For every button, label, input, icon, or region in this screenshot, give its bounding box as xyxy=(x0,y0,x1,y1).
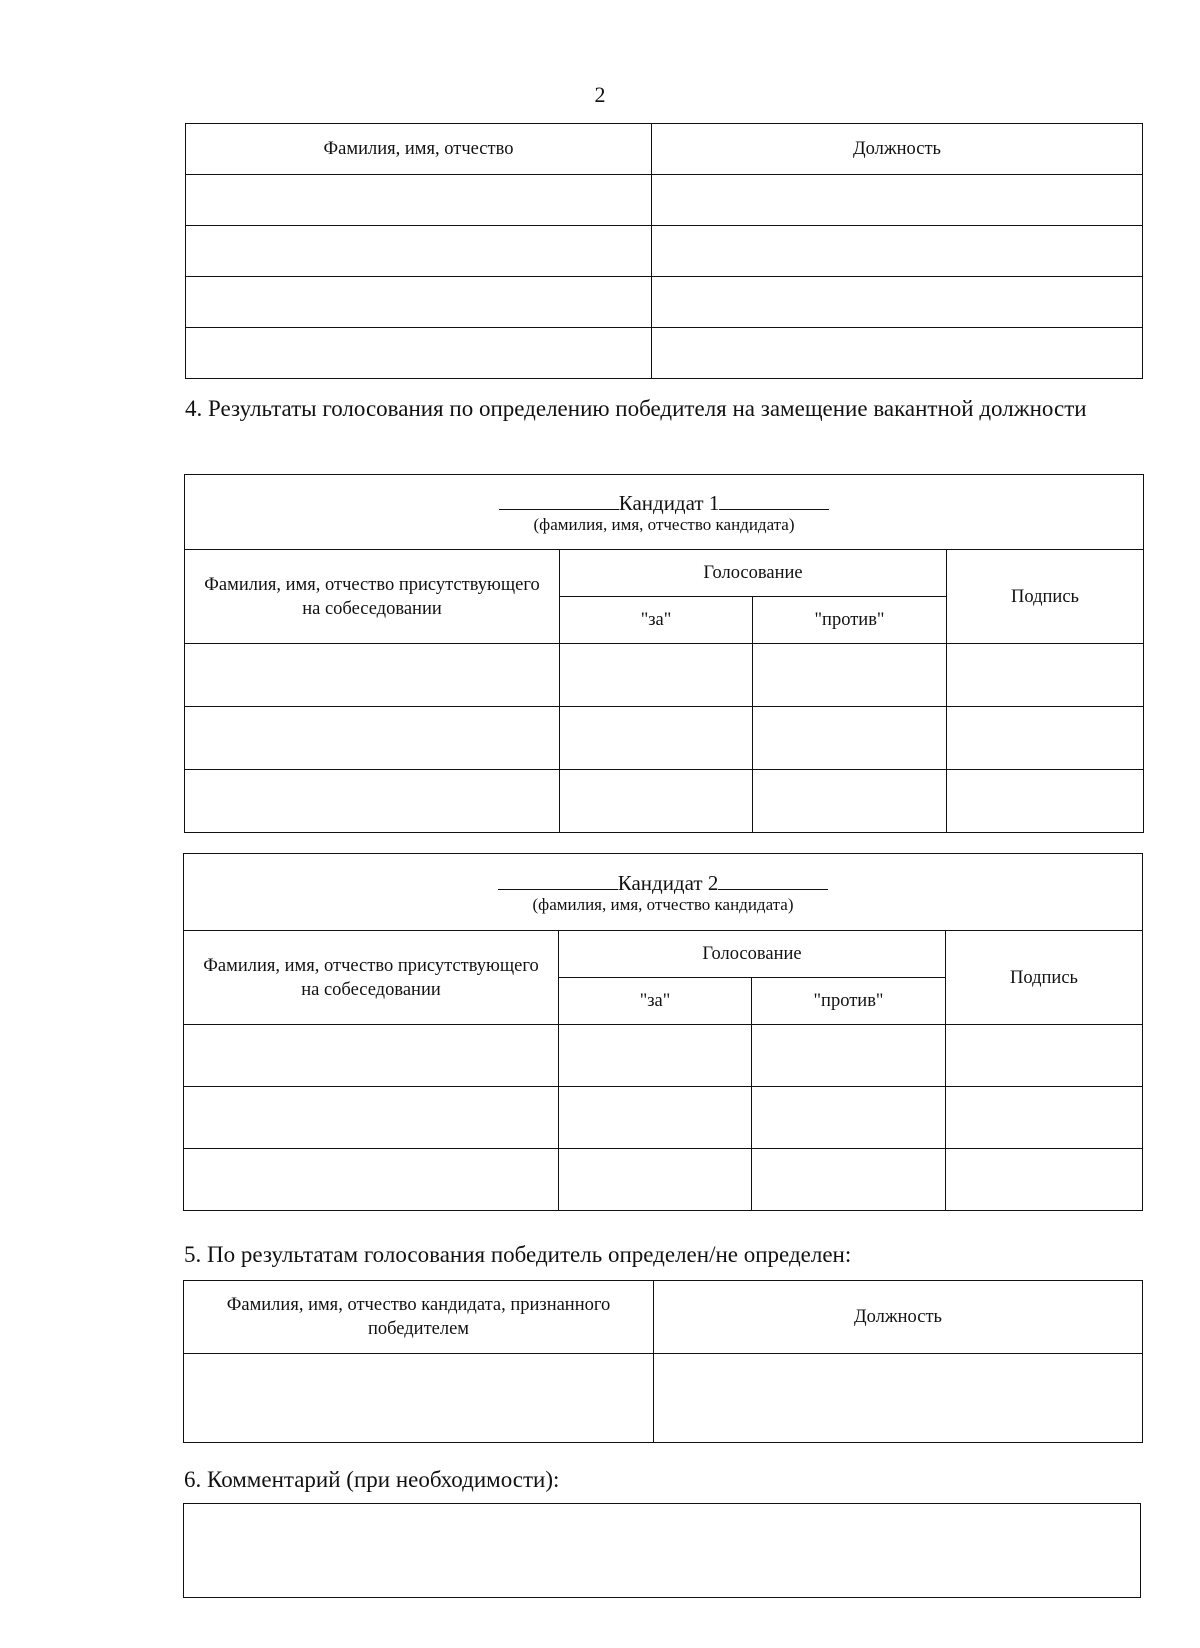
for-cell[interactable] xyxy=(560,644,753,707)
sign-cell[interactable] xyxy=(947,770,1144,833)
col-vote-header: Голосование xyxy=(559,931,946,978)
sign-cell[interactable] xyxy=(947,644,1144,707)
section-4-heading: 4. Результаты голосования по определению победителя на замещение вакантной должности xyxy=(185,396,1087,421)
candidate-2-table xyxy=(183,853,1143,1211)
candidate-1-title xyxy=(185,475,1144,550)
for-cell[interactable] xyxy=(559,1025,752,1087)
header-winner-fio: Фамилия, имя, отчество кандидата, признанного победителем xyxy=(184,1281,654,1354)
blank-line[interactable] xyxy=(719,489,829,510)
against-cell[interactable] xyxy=(752,1149,946,1211)
fio-cell[interactable] xyxy=(186,277,652,328)
sign-cell[interactable] xyxy=(947,707,1144,770)
header-winner-position: Должность xyxy=(654,1281,1143,1354)
for-cell[interactable] xyxy=(560,770,753,833)
candidate-1-sublabel: (фамилия, имя, отчество кандидата) xyxy=(533,515,795,534)
blank-line[interactable] xyxy=(499,489,619,510)
comment-box[interactable] xyxy=(183,1503,1141,1598)
col-sign-header: Подпись xyxy=(946,931,1143,1025)
col-sign-header: Подпись xyxy=(947,550,1144,644)
candidate-2-title xyxy=(184,854,1143,931)
position-cell[interactable] xyxy=(652,277,1143,328)
winner-fio-cell[interactable] xyxy=(184,1354,654,1443)
col-for-header: "за" xyxy=(560,597,753,644)
name-cell[interactable] xyxy=(184,1149,559,1211)
section-6-heading: 6. Комментарий (при необходимости): xyxy=(184,1467,560,1492)
fio-cell[interactable] xyxy=(186,226,652,277)
against-cell[interactable] xyxy=(752,1087,946,1149)
for-cell[interactable] xyxy=(560,707,753,770)
name-cell[interactable] xyxy=(184,1087,559,1149)
candidate-1-table xyxy=(184,474,1144,833)
name-cell[interactable] xyxy=(185,707,560,770)
blank-line[interactable] xyxy=(498,869,618,890)
section-5-heading: 5. По результатам голосования победитель определен/не определен: xyxy=(184,1242,852,1267)
position-cell[interactable] xyxy=(652,328,1143,379)
name-cell[interactable] xyxy=(185,770,560,833)
position-cell[interactable] xyxy=(652,175,1143,226)
col-vote-header: Голосование xyxy=(560,550,947,597)
col-against-header: "против" xyxy=(752,978,946,1025)
winner-table xyxy=(183,1280,1143,1443)
header-fio: Фамилия, имя, отчество xyxy=(186,124,652,175)
col-against-header: "против" xyxy=(753,597,947,644)
page-number: 2 xyxy=(594,82,606,107)
against-cell[interactable] xyxy=(752,1025,946,1087)
col-for-header: "за" xyxy=(559,978,752,1025)
sign-cell[interactable] xyxy=(946,1025,1143,1087)
header-position: Должность xyxy=(652,124,1143,175)
name-cell[interactable] xyxy=(184,1025,559,1087)
candidate-2-label: Кандидат 2 xyxy=(617,871,719,895)
for-cell[interactable] xyxy=(559,1149,752,1211)
col-name-header: Фамилия, имя, отчество присутствующего на собеседовании xyxy=(184,931,559,1025)
candidate-2-sublabel: (фамилия, имя, отчество кандидата) xyxy=(532,895,794,914)
position-cell[interactable] xyxy=(652,226,1143,277)
sign-cell[interactable] xyxy=(946,1149,1143,1211)
candidate-1-label: Кандидат 1 xyxy=(618,491,720,515)
blank-line[interactable] xyxy=(718,869,828,890)
participants-table xyxy=(185,123,1143,379)
sign-cell[interactable] xyxy=(946,1087,1143,1149)
fio-cell[interactable] xyxy=(186,328,652,379)
winner-position-cell[interactable] xyxy=(654,1354,1143,1443)
against-cell[interactable] xyxy=(753,770,947,833)
name-cell[interactable] xyxy=(185,644,560,707)
col-name-header: Фамилия, имя, отчество присутствующего на собеседовании xyxy=(185,550,560,644)
against-cell[interactable] xyxy=(753,644,947,707)
against-cell[interactable] xyxy=(753,707,947,770)
for-cell[interactable] xyxy=(559,1087,752,1149)
fio-cell[interactable] xyxy=(186,175,652,226)
